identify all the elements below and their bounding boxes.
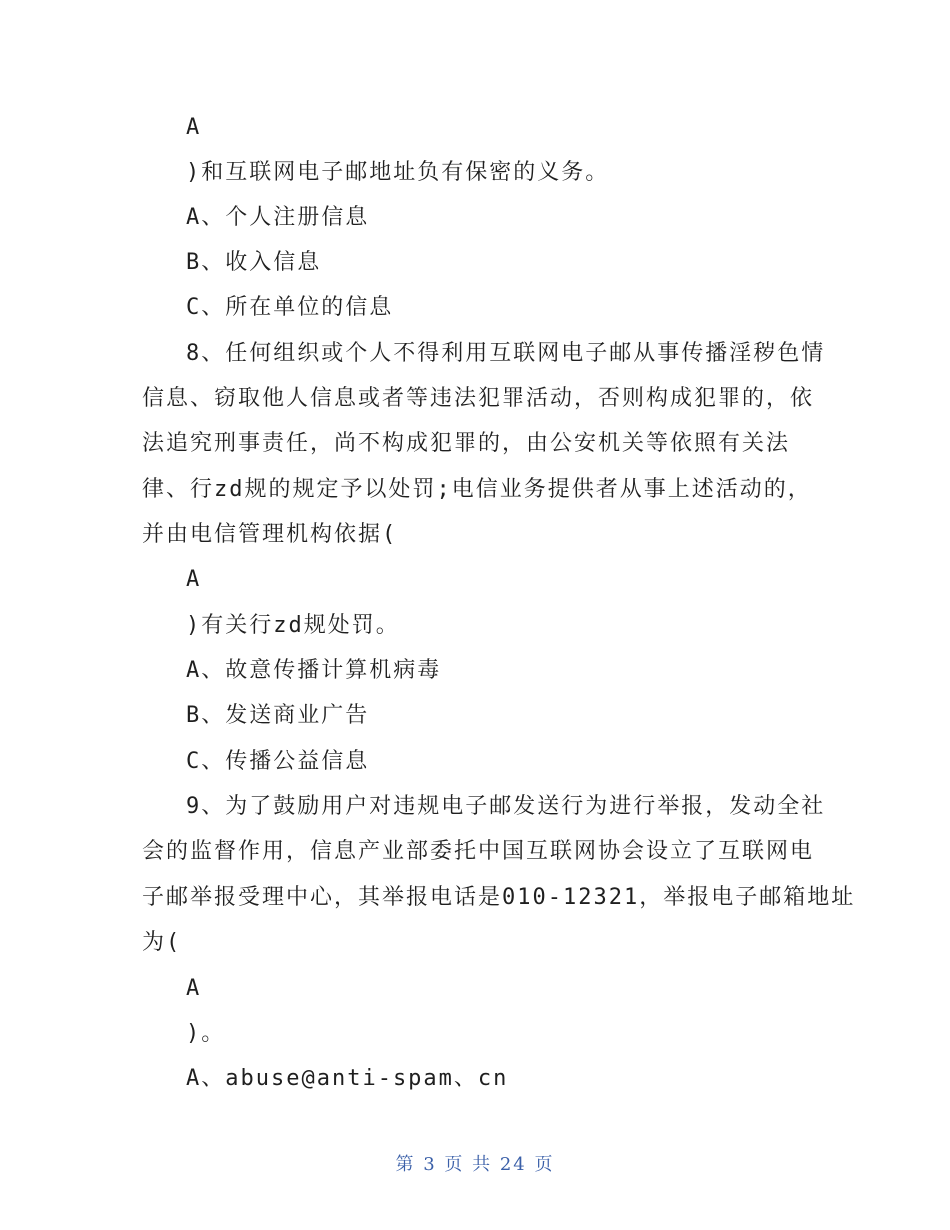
- question-8-line: 律、行zd规的规定予以处罚;电信业务提供者从事上述活动的，: [142, 477, 812, 502]
- question-9-line: 9、为了鼓励用户对违规电子邮发送行为进行举报，发动全社: [186, 794, 826, 819]
- option-b: B、发送商业广告: [186, 703, 370, 728]
- question-text-line: )。: [186, 1021, 226, 1046]
- question-text-line: )有关行zd规处罚。: [186, 613, 400, 638]
- option-a: A、abuse@anti-spam、cn: [186, 1066, 509, 1091]
- question-text-line: )和互联网电子邮地址负有保密的义务。: [186, 160, 610, 185]
- answer-line: A: [186, 567, 202, 592]
- question-8-line: 信息、窃取他人信息或者等违法犯罪活动，否则构成犯罪的，依: [142, 386, 815, 411]
- option-c: C、传播公益信息: [186, 749, 370, 774]
- question-9-line: 会的监督作用，信息产业部委托中国互联网协会设立了互联网电: [142, 839, 815, 864]
- question-9-line: 子邮举报受理中心，其举报电话是010-12321，举报电子邮箱地址: [142, 885, 856, 910]
- option-b: B、收入信息: [186, 250, 322, 275]
- option-c: C、所在单位的信息: [186, 295, 394, 320]
- question-8-line: 并由电信管理机构依据(: [142, 522, 398, 547]
- question-8-line: 法追究刑事责任，尚不构成犯罪的，由公安机关等依照有关法: [142, 431, 791, 456]
- page-number-footer: 第 3 页 共 24 页: [395, 1154, 555, 1175]
- question-8-line: 8、任何组织或个人不得利用互联网电子邮从事传播淫秽色情: [186, 341, 826, 366]
- answer-line: A: [186, 115, 202, 140]
- answer-line: A: [186, 976, 202, 1001]
- question-9-line: 为(: [142, 930, 182, 955]
- option-a: A、个人注册信息: [186, 205, 370, 230]
- option-a: A、故意传播计算机病毒: [186, 658, 442, 683]
